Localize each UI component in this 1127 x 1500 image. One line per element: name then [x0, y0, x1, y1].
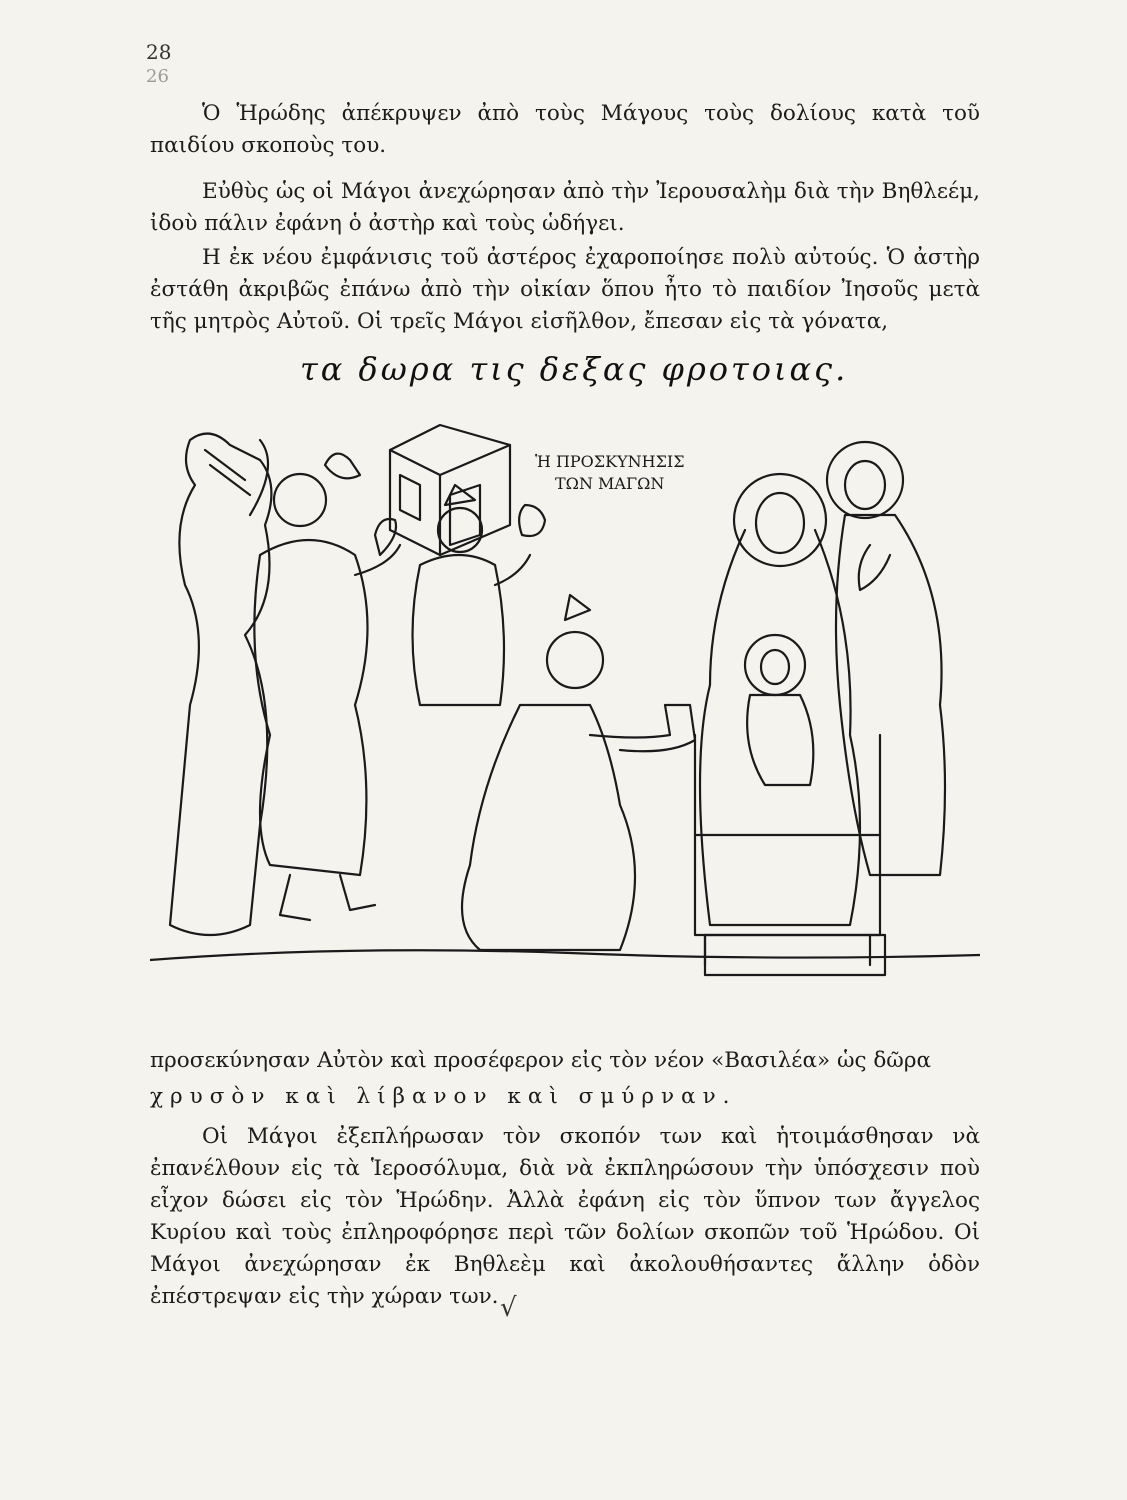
handwritten-note: τα δωρα τις δεξας φροτοιας. [300, 350, 849, 388]
paragraph-herod: Ὁ Ἡρώδης ἀπέκρυψεν ἀπὸ τοὺς Μάγους τοὺς δολίους κατὰ τοῦ παιδίου σκοποὺς του. [150, 101, 980, 158]
magus-standing-robe [254, 540, 367, 875]
joseph-face [845, 461, 885, 509]
magus-kneeling-robe [462, 705, 635, 950]
joseph-halo [827, 442, 903, 518]
magus-second-robe [413, 555, 505, 705]
ground-line [150, 950, 980, 960]
magus-kneeling-head [547, 632, 603, 688]
check-mark-icon: √ [500, 1293, 517, 1323]
camel-left [170, 434, 271, 935]
paragraph-star-stopped: Η ἐκ νέου ἐμφάνισις τοῦ ἀστέρος ἐχαροποίησε πολὺ αὐτούς. Ὁ ἀστὴρ ἐστάθη ἀκριβῶς ἐπάνω ἀπὸ τὴν οἰκίαν ὅπου ἦτο τὸ παιδίον Ἰησοῦς μετὰ τῆς μητρὸς Αὐτοῦ. Οἱ τρεῖς Μάγοι εἰσῆλθον, ἔπεσαν εἰς τὰ γόνατα, [150, 245, 980, 334]
mary-face [756, 493, 804, 553]
page-number: 28 [146, 40, 172, 64]
paragraph-magi-return: Οἱ Μάγοι ἐξεπλήρωσαν τὸν σκοπόν των καὶ ἡτοιμάσθησαν νὰ ἐπανέλθουν εἰς τὰ Ἱεροσόλυμα, διὰ νὰ ἐκπληρώσουν τὴν ὑπόσχεσιν ποὺ εἶχον δώσει εἰς τὸν Ἡρώδην. Ἀλλὰ ἐφάνη εἰς τὸν ὕπνον των ἄγγελος Κυρίου καὶ τοὺς ἐπληροφόρησε περὶ τῶν δολίων σκοπῶν τοῦ Ἡρώδου. Οἱ Μάγοι ἀνεχώρησαν ἐκ Βηθλεὲμ καὶ ἀκολουθήσαντες ἄλλην ὁδὸν ἐπέστρεψαν εἰς τὴν χώραν των. [150, 1124, 980, 1309]
joseph-robe [836, 515, 945, 875]
magus-standing-head [274, 474, 326, 526]
paragraph-star-reappears: Εὐθὺς ὡς οἱ Μάγοι ἀνεχώρησαν ἀπὸ τὴν Ἰερουσαλὴμ διὰ τὴν Βηθλεέμ, ἰδοὺ πάλιν ἐφάνη ὁ ἀστὴρ καὶ τοὺς ὡδήγει. [150, 179, 980, 236]
footstool [705, 935, 885, 975]
illustration-caption-line1: Ἡ ΠΡΟΣΚΥΝΗΣΙΣ [535, 452, 685, 471]
gifts-line: χρυσὸν καὶ λίβανον καὶ σμύρναν. [150, 1084, 737, 1109]
child-robe [747, 695, 813, 785]
illustration-caption-line2: ΤΩΝ ΜΑΓΩΝ [555, 474, 665, 493]
child-halo [745, 635, 805, 695]
page-number-faint: 26 [146, 66, 169, 87]
adoration-of-magi-illustration [150, 405, 980, 1000]
paragraph-worshipped: προσεκύνησαν Αὐτὸν καὶ προσέφερον εἰς τὸν νέον «Βασιλέα» ὡς δῶρα [150, 1048, 931, 1073]
